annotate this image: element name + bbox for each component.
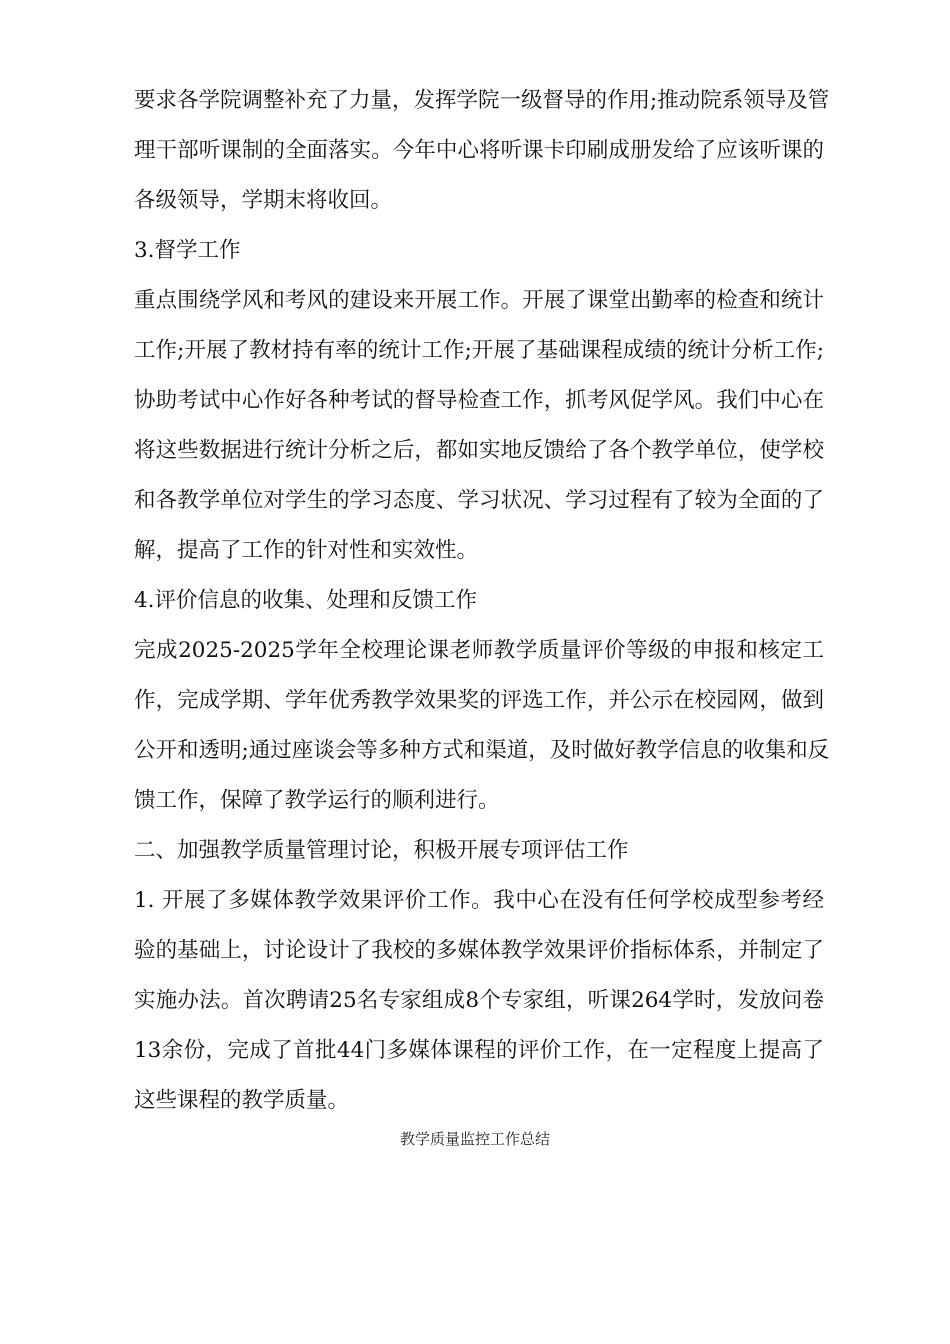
section-heading: 3.督学工作: [134, 238, 241, 263]
section-heading: 二、加强教学质量管理讨论，积极开展专项评估工作: [134, 838, 629, 863]
paragraph-line: 各级领导，学期末将收回。: [134, 188, 393, 213]
paragraph-line: 实施办法。首次聘请25名专家组成8个专家组，听课264学时，发放问卷: [134, 988, 824, 1013]
paragraph-line: 解，提高了工作的针对性和实效性。: [134, 538, 479, 563]
paragraph-line: 作，完成学期、学年优秀教学效果奖的评选工作，并公示在校园网，做到: [134, 688, 824, 713]
section-heading: 4.评价信息的收集、处理和反馈工作: [134, 588, 478, 613]
paragraph-line: 协助考试中心作好各种考试的督导检查工作，抓考风促学风。我们中心在: [134, 388, 824, 413]
paragraph-line: 工作;开展了教材持有率的统计工作;开展了基础课程成绩的统计分析工作;: [134, 338, 824, 363]
paragraph-line: 将这些数据进行统计分析之后，都如实地反馈给了各个教学单位，使学校: [134, 438, 824, 463]
paragraph-line: 和各教学单位对学生的学习态度、学习状况、学习过程有了较为全面的了: [134, 488, 824, 513]
paragraph-line: 理干部听课制的全面落实。今年中心将听课卡印刷成册发给了应该听课的: [134, 138, 824, 163]
paragraph-line: 1. 开展了多媒体教学效果评价工作。我中心在没有任何学校成型参考经: [134, 888, 824, 913]
paragraph-line: 馈工作，保障了教学运行的顺利进行。: [134, 788, 500, 813]
paragraph-line: 完成2025-2025学年全校理论课老师教学质量评价等级的申报和核定工: [134, 638, 824, 663]
paragraph-line: 要求各学院调整补充了力量，发挥学院一级督导的作用;推动院系领导及管: [134, 88, 830, 113]
paragraph-line: 公开和透明;通过座谈会等多种方式和渠道，及时做好教学信息的收集和反: [134, 738, 830, 763]
paragraph-line: 这些课程的教学质量。: [134, 1088, 350, 1113]
paragraph-line: 重点围绕学风和考风的建设来开展工作。开展了课堂出勤率的检查和统计: [134, 288, 824, 313]
page-footer: 教学质量监控工作总结: [399, 1130, 550, 1148]
paragraph-line: 13余份，完成了首批44门多媒体课程的评价工作，在一定程度上提高了: [134, 1038, 824, 1063]
paragraph-line: 验的基础上，讨论设计了我校的多媒体教学效果评价指标体系，并制定了: [134, 938, 824, 963]
